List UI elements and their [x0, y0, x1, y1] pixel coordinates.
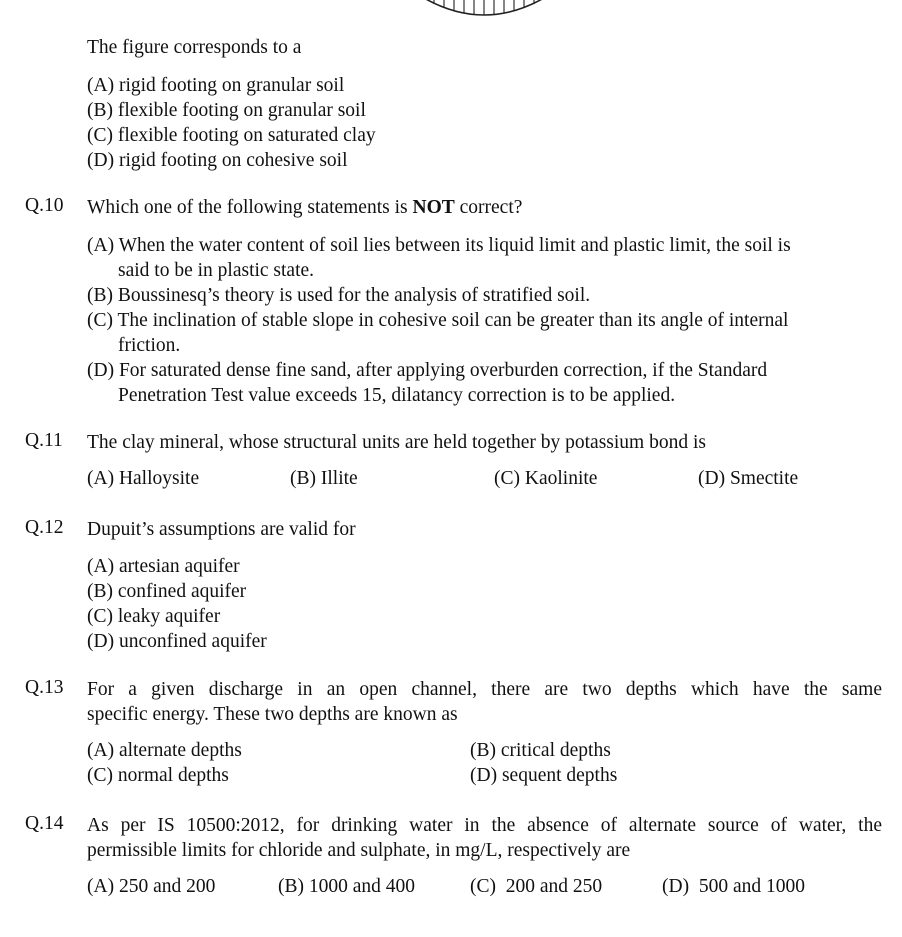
q12-stem: Dupuit’s assumptions are valid for [87, 519, 356, 540]
q11-option-d: (D) Smectite [698, 468, 799, 489]
q14-number: Q.14 [25, 813, 64, 834]
q13-option-a: (A) alternate depths [87, 740, 242, 761]
q9-option-d: (D) rigid footing on cohesive soil [87, 150, 348, 171]
q10-option-a: (A) When the water content of soil lies between its liquid limit and plastic limit, the soil is said to be in plastic state. [87, 235, 791, 281]
q13-option-b: (B) critical depths [470, 740, 611, 761]
q10-stem: Which one of the following statements is NOT correct? [87, 197, 523, 218]
q9-stem: The figure corresponds to a [87, 37, 302, 58]
q10-number: Q.10 [25, 195, 64, 216]
q11-option-c: (C) Kaolinite [494, 468, 598, 489]
q10-option-b: (B) Boussinesq’s theory is used for the analysis of stratified soil. [87, 285, 591, 306]
q12-option-b: (B) confined aquifer [87, 581, 247, 602]
q13-option-c: (C) normal depths [87, 765, 229, 786]
q12-option-c: (C) leaky aquifer [87, 606, 221, 627]
q11-option-b: (B) Illite [290, 468, 358, 489]
q14-option-a: (A) 250 and 200 [87, 876, 216, 897]
q12-option-d: (D) unconfined aquifer [87, 631, 267, 652]
q12-number: Q.12 [25, 517, 64, 538]
q14-option-d: (D) 500 and 1000 [662, 876, 805, 897]
q9-option-c: (C) flexible footing on saturated clay [87, 125, 376, 146]
q13-stem-line2: specific energy. These two depths are known as [87, 704, 458, 725]
q10-option-c: (C) The inclination of stable slope in cohesive soil can be greater than its angle of internal friction. [87, 310, 789, 356]
q10-stem-emphasis: NOT [412, 197, 455, 218]
q11-number: Q.11 [25, 430, 63, 451]
q13-option-d: (D) sequent depths [470, 765, 618, 786]
q14-option-c: (C) 200 and 250 [470, 876, 603, 897]
q14-stem-line1: As per IS 10500:2012, for drinking water in the absence of alternate source of water, the [87, 815, 882, 836]
q13-stem-line1: For a given discharge in an open channel, there are two depths which have the same [87, 679, 882, 700]
footing-pressure-figure [414, 0, 554, 20]
q14-stem-line2: permissible limits for chloride and sulphate, in mg/L, respectively are [87, 840, 631, 861]
q12-option-a: (A) artesian aquifer [87, 556, 240, 577]
q9-option-b: (B) flexible footing on granular soil [87, 100, 366, 121]
q9-option-a: (A) rigid footing on granular soil [87, 75, 345, 96]
q10-option-d: (D) For saturated dense fine sand, after applying overburden correction, if the Standard Penetration Test value exceeds 15, dilatancy correction is to be applied. [87, 360, 768, 406]
q11-stem: The clay mineral, whose structural units are held together by potassium bond is [87, 432, 706, 453]
q13-number: Q.13 [25, 677, 64, 698]
q11-option-a: (A) Halloysite [87, 468, 200, 489]
q14-option-b: (B) 1000 and 400 [278, 876, 416, 897]
